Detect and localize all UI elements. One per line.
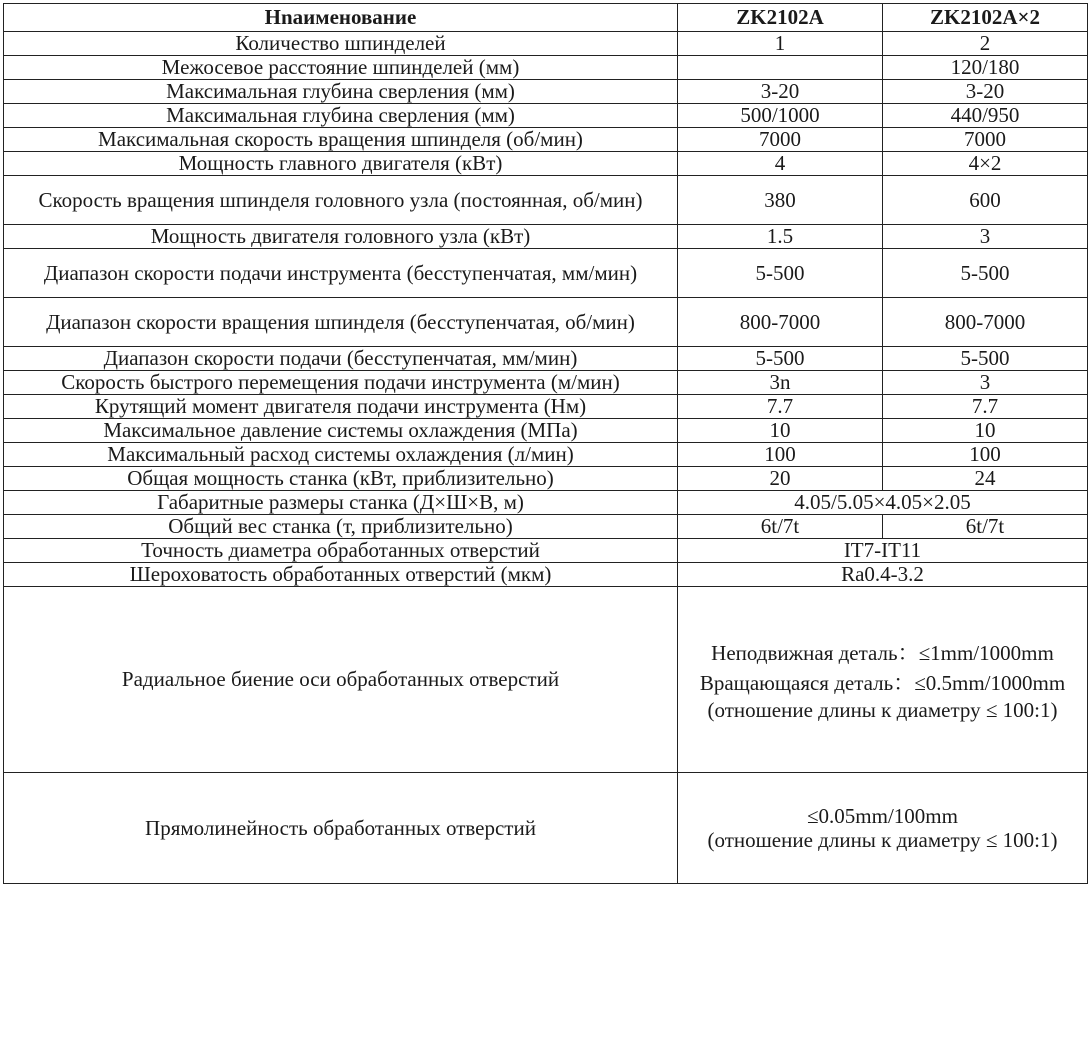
- row-value-merged: Ra0.4-3.2: [678, 563, 1088, 587]
- row-value-b: 3-20: [883, 80, 1088, 104]
- row-name: Скорость вращения шпинделя головного узла (постоянная, об/мин): [4, 176, 678, 225]
- table-row-roughness: [4, 563, 1088, 587]
- table-row-accuracy: [4, 539, 1088, 563]
- row-value-merged: 4.05/5.05×4.05×2.05: [678, 491, 1088, 515]
- row-name: Межосевое расстояние шпинделей (мм): [4, 56, 678, 80]
- row-value-a: 100: [678, 443, 883, 467]
- row-value-merged: [678, 587, 1088, 773]
- row-value-a: 3-20: [678, 80, 883, 104]
- row-name: Максимальное давление системы охлаждения (МПа): [4, 419, 678, 443]
- row-value-a: 500/1000: [678, 104, 883, 128]
- row-name: Шероховатость обработанных отверстий (мкм): [4, 563, 678, 587]
- row-value-b: 7000: [883, 128, 1088, 152]
- table-row: [4, 395, 1088, 419]
- table-row: [4, 419, 1088, 443]
- table-row: [4, 371, 1088, 395]
- row-name: Точность диаметра обработанных отверстий: [4, 539, 678, 563]
- table-row-runout: [4, 587, 1088, 773]
- table-header-row: [4, 4, 1088, 32]
- straightness-value: ≤0.05mm/100mm: [807, 804, 958, 828]
- row-value-b: 2: [883, 32, 1088, 56]
- row-value-a: 3n: [678, 371, 883, 395]
- row-value-a: 10: [678, 419, 883, 443]
- row-value-merged: IT7-IT11: [678, 539, 1088, 563]
- row-value-a: 4: [678, 152, 883, 176]
- table-row: [4, 32, 1088, 56]
- row-value-b: 3: [883, 225, 1088, 249]
- row-value-a: 7.7: [678, 395, 883, 419]
- row-name: Мощность главного двигателя (кВт): [4, 152, 678, 176]
- row-value-a: 7000: [678, 128, 883, 152]
- row-value-b: 120/180: [883, 56, 1088, 80]
- runout-ratio-note: (отношение длины к диаметру ≤ 100:1): [707, 697, 1058, 722]
- table-row: [4, 467, 1088, 491]
- table-row: [4, 56, 1088, 80]
- row-value-a: 5-500: [678, 347, 883, 371]
- row-value-b: 4×2: [883, 152, 1088, 176]
- row-name: Количество шпинделей: [4, 32, 678, 56]
- row-name: Габаритные размеры станка (Д×Ш×В, м): [4, 491, 678, 515]
- header-col-a: ZK2102A: [678, 4, 883, 32]
- table-row: [4, 249, 1088, 298]
- row-value-b: 100: [883, 443, 1088, 467]
- row-name: Диапазон скорости подачи инструмента (бесступенчатая, мм/мин): [4, 249, 678, 298]
- header-name: Нnаименование: [4, 4, 678, 32]
- header-col-b: ZK2102A×2: [883, 4, 1088, 32]
- row-value-a: 1: [678, 32, 883, 56]
- row-name: Радиальное биение оси обработанных отверстий: [4, 587, 678, 773]
- row-value-a: 6t/7t: [678, 515, 883, 539]
- row-name: Максимальный расход системы охлаждения (л/мин): [4, 443, 678, 467]
- row-value-b: 800-7000: [883, 298, 1088, 347]
- table-row: [4, 104, 1088, 128]
- row-value-b: 7.7: [883, 395, 1088, 419]
- table-row-weight: [4, 515, 1088, 539]
- row-name: Мощность двигателя головного узла (кВт): [4, 225, 678, 249]
- table-row: [4, 443, 1088, 467]
- table-row: [4, 176, 1088, 225]
- row-value-a: 380: [678, 176, 883, 225]
- row-value-a: 20: [678, 467, 883, 491]
- row-value-a: 5-500: [678, 249, 883, 298]
- row-name: Максимальная скорость вращения шпинделя (об/мин): [4, 128, 678, 152]
- row-name: Скорость быстрого перемещения подачи инструмента (м/мин): [4, 371, 678, 395]
- table-row: [4, 298, 1088, 347]
- row-value-b: 440/950: [883, 104, 1088, 128]
- row-name: Крутящий момент двигателя подачи инструмента (Нм): [4, 395, 678, 419]
- spec-table: [3, 3, 1088, 884]
- table-row: [4, 347, 1088, 371]
- table-row-dimensions: [4, 491, 1088, 515]
- table-row-straightness: [4, 773, 1088, 884]
- table-row: [4, 225, 1088, 249]
- row-value-b: 600: [883, 176, 1088, 225]
- row-value-a: 800-7000: [678, 298, 883, 347]
- row-name: Прямолинейность обработанных отверстий: [4, 773, 678, 884]
- row-name: Общая мощность станка (кВт, приблизительно): [4, 467, 678, 491]
- row-name: Максимальная глубина сверления (мм): [4, 104, 678, 128]
- row-value-b: 10: [883, 419, 1088, 443]
- row-value-merged: [678, 773, 1088, 884]
- row-value-b: 3: [883, 371, 1088, 395]
- row-value-b: 24: [883, 467, 1088, 491]
- row-name: Максимальная глубина сверления (мм): [4, 80, 678, 104]
- row-value-a: [678, 56, 883, 80]
- table-row: [4, 152, 1088, 176]
- row-name: Общий вес станка (т, приблизительно): [4, 515, 678, 539]
- row-name: Диапазон скорости вращения шпинделя (бесступенчатая, об/мин): [4, 298, 678, 347]
- row-name: Диапазон скорости подачи (бесступенчатая, мм/мин): [4, 347, 678, 371]
- table-row: [4, 80, 1088, 104]
- straightness-ratio-note: (отношение длины к диаметру ≤ 100:1): [707, 828, 1058, 852]
- runout-rotating: Вращающаяся деталь：≤0.5mm/1000mm: [699, 670, 1066, 695]
- row-value-b: 6t/7t: [883, 515, 1088, 539]
- table-row: [4, 128, 1088, 152]
- row-value-b: 5-500: [883, 347, 1088, 371]
- runout-stationary: Неподвижная деталь：≤1mm/1000mm: [711, 640, 1054, 665]
- row-value-b: 5-500: [883, 249, 1088, 298]
- row-value-a: 1.5: [678, 225, 883, 249]
